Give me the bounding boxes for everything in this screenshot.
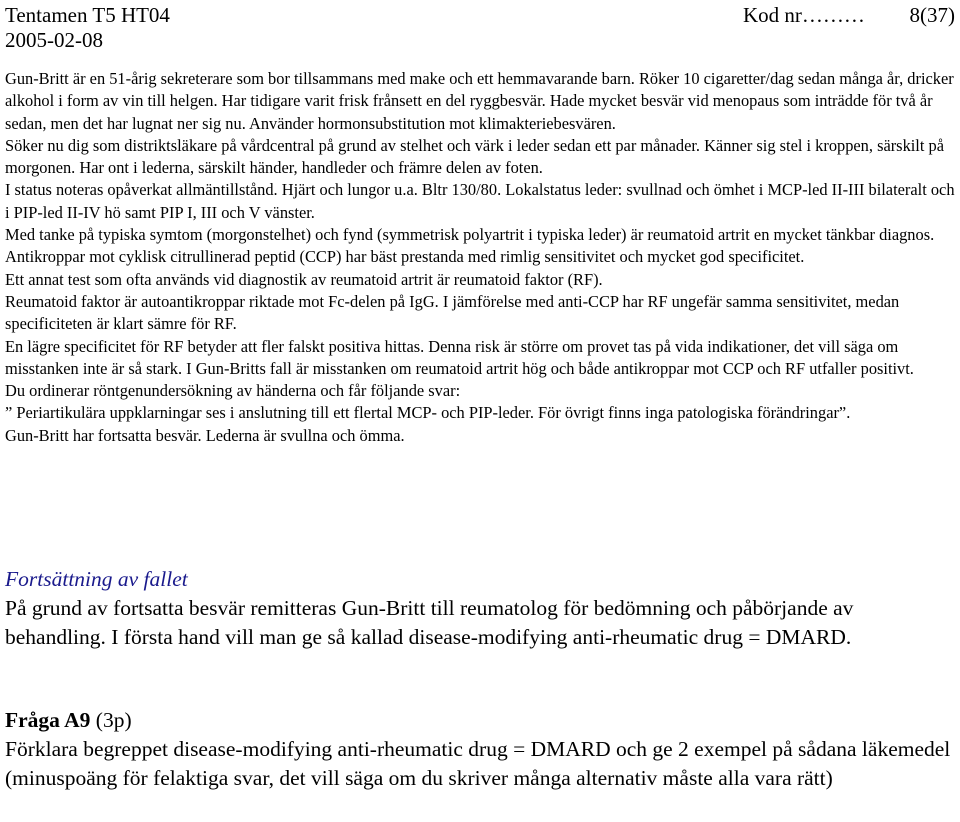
code-field: Kod nr……… <box>743 3 865 27</box>
case-paragraph: I status noteras opåverkat allmäntillstånd. Hjärt och lungor u.a. Bltr 130/80. Lokalstatus leder: svullnad och ömhet i MCP-led II-III bilateralt och i PIP-led II-IV hö samt PIP I, III och V vänster. <box>5 180 955 222</box>
case-paragraph: Du ordinerar röntgenundersökning av händerna och får följande svar: <box>5 381 461 401</box>
case-paragraph: Gun-Britt är en 51-årig sekreterare som bor tillsammans med make och ett hemmavarande barn. Röker 10 cigaretter/dag sedan många år, dricker alkohol i form av vin till helgen. Har tidigare varit frisk frånsett en del ryggbesvär. Hade mycket besvär vid menopaus som inträdde för två år sedan, men det har lugnat ner sig nu. Använder hormonsubstitution mot klimakteriebesvären. <box>5 69 954 133</box>
question-section <box>5 706 960 793</box>
question-points: (3p) <box>95 708 132 732</box>
case-paragraph: ” Periartikulära uppklarningar ses i anslutning till ett flertal MCP- och PIP-leder. För övrigt finns inga patologiska förändringar”. <box>5 403 851 423</box>
exam-title: Tentamen T5 HT04 <box>5 3 170 27</box>
question-text: Förklara begreppet disease-modifying anti-rheumatic drug = DMARD och ge 2 exempel på sådana läkemedel (minuspoäng för felaktiga svar, det vill säga om du skriver många alternativ måste alla vara rätt) <box>5 737 951 790</box>
case-paragraph: Med tanke på typiska symtom (morgonstelhet) och fynd (symmetrisk polyartrit i typiska leder) är reumatoid artrit en mycket tänkbar diagnos. <box>5 225 935 245</box>
continuation-text: På grund av fortsatta besvär remitteras Gun-Britt till reumatolog för bedömning och påbörjande av behandling. I första hand vill man ge så kallad disease-modifying anti-rheumatic drug = DMARD. <box>5 596 854 649</box>
case-paragraph: En lägre specificitet för RF betyder att fler falskt positiva hittas. Denna risk är större om provet tas på vida indikationer, det vill säga om misstanken inte är så stark. I Gun-Britts fall är misstanken om reumatoid artrit hög och både antikroppar mot CCP och RF utfaller positivt. <box>5 336 914 378</box>
header-row-1 <box>5 3 955 28</box>
case-paragraph: Ett annat test som ofta används vid diagnostik av reumatoid artrit är reumatoid faktor (RF). <box>5 269 603 289</box>
page-header <box>5 3 955 53</box>
case-paragraph: Antikroppar mot cyklisk citrullinerad peptid (CCP) har bäst prestanda med rimlig sensitivitet och mycket god specificitet. <box>5 247 805 267</box>
case-paragraph: Reumatoid faktor är autoantikroppar riktade mot Fc-delen på IgG. I jämförelse med anti-CCP har RF ungefär samma sensitivitet, medan specificiteten är klart sämre för RF. <box>5 291 900 334</box>
continuation-heading: Fortsättning av fallet <box>5 567 188 591</box>
page-number: 8(37) <box>909 3 955 27</box>
header-row-2 <box>5 28 955 53</box>
question-heading <box>5 706 960 735</box>
case-description <box>5 68 955 447</box>
continuation-section <box>5 565 955 652</box>
case-paragraph: Söker nu dig som distriktsläkare på vårdcentral på grund av stelhet och värk i leder sedan ett par månader. Känner sig stel i kroppen, särskilt på morgonen. Har ont i lederna, särskilt händer, handleder och främre delen av foten. <box>5 135 944 178</box>
exam-date: 2005-02-08 <box>5 28 103 52</box>
case-paragraph: Gun-Britt har fortsatta besvär. Lederna är svullna och ömma. <box>5 425 405 445</box>
question-title: Fråga A9 <box>5 708 91 732</box>
